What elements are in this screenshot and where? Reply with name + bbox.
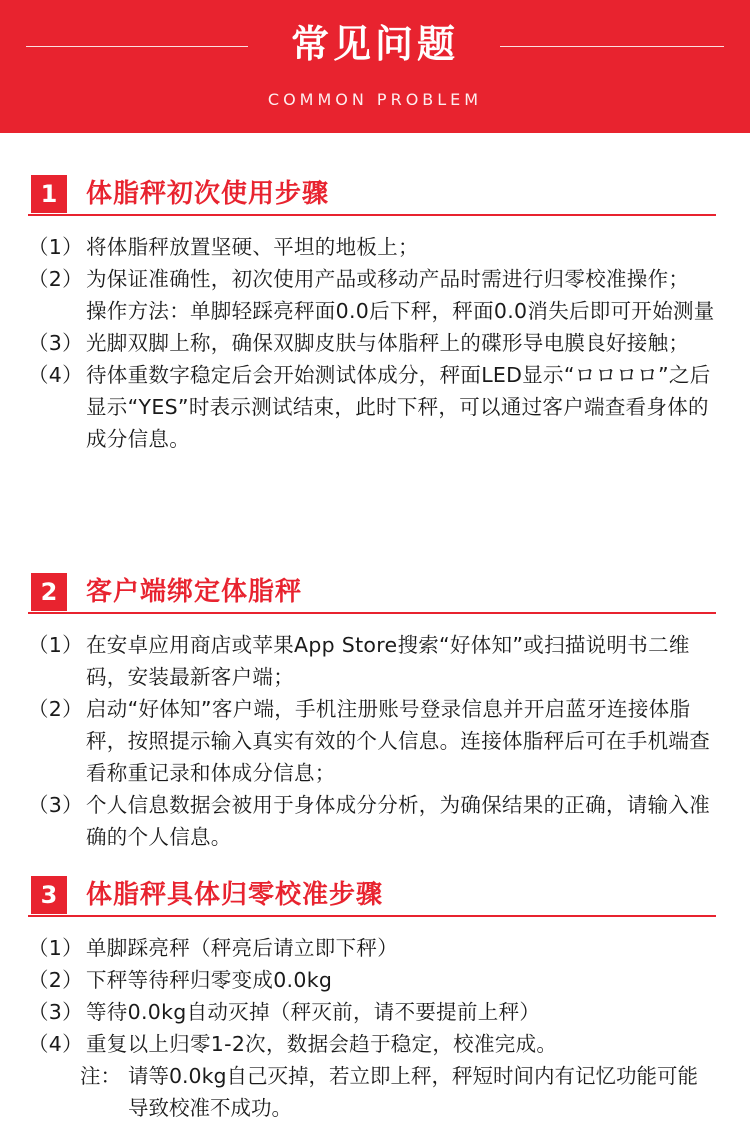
section-rule [28, 612, 716, 614]
section-app-binding [28, 573, 718, 853]
section-number-badge: 2 [31, 573, 67, 611]
list-item [28, 996, 718, 1028]
step-list [28, 629, 718, 853]
item-text: 将体脂秤放置坚硬、平坦的地板上； [86, 235, 419, 259]
note-text: 请等0.0kg自己灭掉，若立即上秤，秤短时间内有记忆功能可能导致校准不成功。 [128, 1064, 698, 1120]
list-item [28, 693, 718, 789]
item-text: 个人信息数据会被用于身体成分分析，为确保结果的正确，请输入准确的个人信息。 [86, 793, 710, 849]
item-number: （4） [28, 1032, 83, 1056]
section-title: 体脂秤具体归零校准步骤 [86, 880, 384, 910]
step-list [28, 932, 718, 1124]
item-text: 为保证准确性，初次使用产品或移动产品时需进行归零校准操作； [86, 267, 690, 291]
section-zero-calibration [28, 876, 718, 1124]
note-label: 注： [80, 1064, 121, 1088]
item-text: 重复以上归零1-2次，数据会趋于稳定，校准完成。 [86, 1032, 558, 1056]
step-list [28, 231, 718, 455]
item-text: 待体重数字稳定后会开始测试体成分，秤面LED显示“ロロロロ”之后显示“YES”时表示测试结束，此时下秤，可以通过客户端查看身体的成分信息。 [86, 363, 711, 451]
item-text: 在安卓应用商店或苹果App Store搜索“好体知”或扫描说明书二维码，安装最新客户端； [86, 633, 690, 689]
item-text: 等待0.0kg自动灭掉（秤灭前，请不要提前上秤） [86, 1000, 541, 1024]
item-number: （3） [28, 793, 83, 817]
section-rule [28, 915, 716, 917]
section-first-use [28, 175, 718, 455]
section-number-badge: 1 [31, 175, 67, 213]
list-item [28, 327, 718, 359]
list-item [28, 1028, 718, 1060]
list-item [28, 231, 718, 263]
item-number: （4） [28, 363, 83, 387]
item-text: 下秤等待秤归零变成0.0kg [86, 968, 333, 992]
list-item [28, 263, 718, 327]
section-title: 客户端绑定体脂秤 [86, 577, 303, 607]
item-number: （1） [28, 936, 83, 960]
list-item [28, 964, 718, 996]
section-header [28, 175, 718, 215]
list-item [28, 789, 718, 853]
page-title: 常见问题 [290, 22, 459, 66]
item-number: （2） [28, 697, 83, 721]
section-rule [28, 214, 716, 216]
list-item [28, 629, 718, 693]
item-subtext: 操作方法：单脚轻踩亮秤面0.0后下秤，秤面0.0消失后即可开始测量 [86, 299, 715, 323]
item-number: （3） [28, 1000, 83, 1024]
section-header [28, 573, 718, 613]
section-number-badge: 3 [31, 876, 67, 914]
section-header [28, 876, 718, 916]
item-number: （2） [28, 968, 83, 992]
list-item [28, 932, 718, 964]
header-banner [0, 0, 750, 133]
item-number: （3） [28, 331, 83, 355]
page-subtitle: COMMON PROBLEM [267, 90, 483, 109]
item-number: （1） [28, 633, 83, 657]
list-item [28, 359, 718, 455]
calibration-note [28, 1060, 718, 1124]
item-number: （2） [28, 267, 83, 291]
item-number: （1） [28, 235, 83, 259]
section-title: 体脂秤初次使用步骤 [86, 179, 330, 209]
item-text: 光脚双脚上称，确保双脚皮肤与体脂秤上的碟形导电膜良好接触； [86, 331, 690, 355]
item-text: 单脚踩亮秤（秤亮后请立即下秤） [86, 936, 398, 960]
item-text: 启动“好体知”客户端，手机注册账号登录信息并开启蓝牙连接体脂秤，按照提示输入真实有效的个人信息。连接体脂秤后可在手机端查看称重记录和体成分信息； [86, 697, 710, 785]
